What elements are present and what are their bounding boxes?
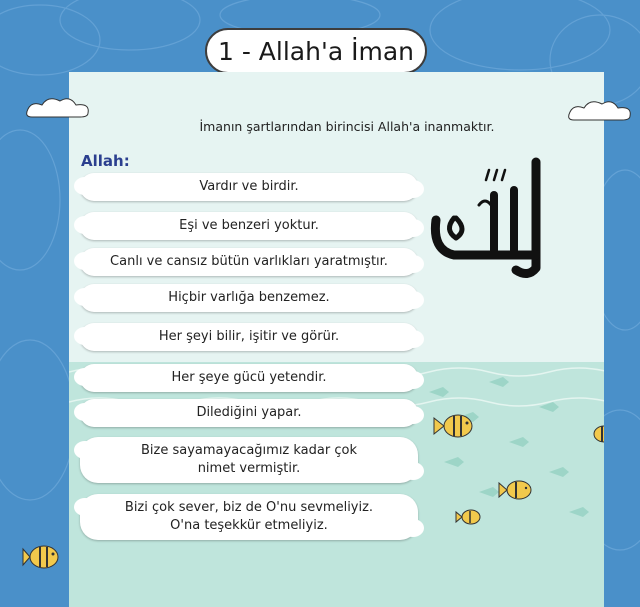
- statement-text: Dilediğini yapar.: [196, 405, 302, 420]
- allah-calligraphy-icon: [424, 150, 554, 280]
- statement-text: Her şeye gücü yetendir.: [171, 370, 327, 385]
- cloud-icon: [24, 95, 94, 121]
- fish-icon: [594, 426, 604, 442]
- statement-text: Canlı ve cansız bütün varlıkları yaratmıştır.: [110, 254, 388, 269]
- statement-text: Hiçbir varlığa benzemez.: [168, 290, 330, 305]
- statement-cloud-6: [80, 364, 418, 392]
- fish-icon: [499, 481, 531, 499]
- statement-text: Bizi çok sever, biz de O'nu sevmeliyiz. O'na teşekkür etmeliyiz.: [124, 500, 374, 533]
- page-title: [205, 28, 427, 74]
- statement-cloud-8: [80, 437, 418, 483]
- statement-cloud-5: [80, 323, 418, 351]
- cloud-icon: [566, 98, 636, 124]
- statement-cloud-2: [80, 212, 418, 240]
- intro-text: İmanın şartlarından birincisi Allah'a inanmaktır.: [199, 119, 495, 134]
- statement-cloud-9: [80, 494, 418, 540]
- statement-cloud-4: [80, 284, 418, 312]
- fish-icon: [434, 415, 472, 437]
- statement-cloud-3: [80, 248, 418, 276]
- statement-text: Vardır ve birdir.: [199, 179, 299, 194]
- statement-cloud-1: [80, 173, 418, 201]
- fish-icon: [456, 510, 480, 524]
- statement-text: Her şeyi bilir, işitir ve görür.: [158, 329, 340, 344]
- content-panel: [69, 72, 604, 607]
- statement-text: Bize sayamayacağımız kadar çok nimet vermiştir.: [141, 443, 357, 476]
- statement-text: Eşi ve benzeri yoktur.: [179, 218, 319, 233]
- fish-icon: [22, 540, 62, 574]
- title-text: 1 - Allah'a İman: [217, 36, 414, 66]
- statement-cloud-7: [80, 399, 418, 427]
- allah-label: Allah:: [81, 152, 130, 170]
